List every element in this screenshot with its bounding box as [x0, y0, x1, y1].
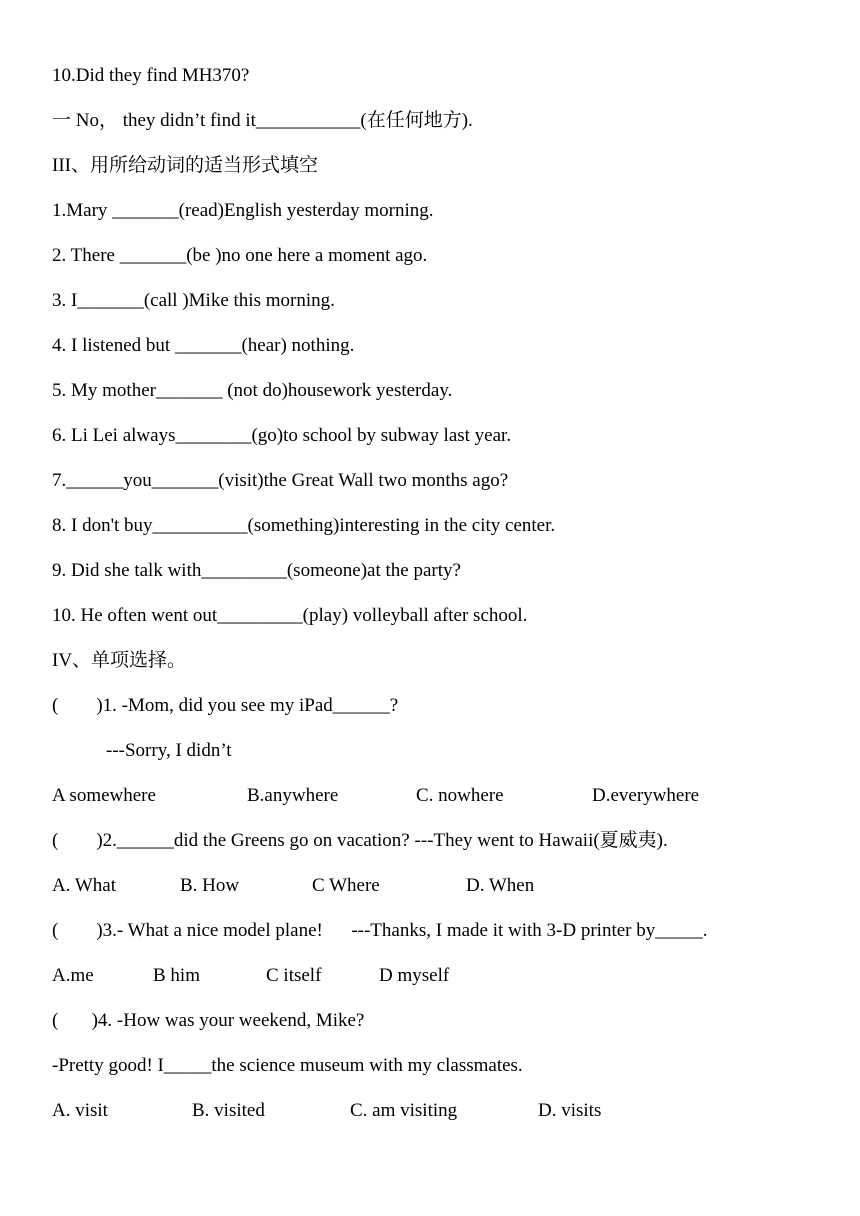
mc-2-option-b: B. How — [180, 875, 240, 896]
mc-question-1: ( )1. -Mom, did you see my iPad______? — [52, 695, 399, 716]
mc-question-4: ( )4. -How was your weekend, Mike? — [52, 1010, 365, 1031]
mc-3-option-d: D myself — [379, 965, 450, 986]
question-10-answer: 一 No， they didn’t find it___________(在任何地方). — [52, 110, 473, 131]
mc-1-option-a: A somewhere — [52, 785, 156, 806]
mc-question-3: ( )3.- What a nice model plane! ---Thanks, I made it with 3-D printer by_____. — [52, 920, 708, 941]
verb-item-4: 4. I listened but _______(hear) nothing. — [52, 335, 355, 356]
mc-3-option-b: B him — [153, 965, 200, 986]
verb-item-9: 9. Did she talk with_________(someone)at the party? — [52, 560, 461, 581]
mc-4-option-d: D. visits — [538, 1100, 602, 1121]
verb-item-8: 8. I don't buy__________(something)interesting in the city center. — [52, 515, 556, 536]
mc-3-option-a: A.me — [52, 965, 94, 986]
section-iv-heading: IV、单项选择。 — [52, 650, 187, 671]
mc-question-4-reply: -Pretty good! I_____the science museum with my classmates. — [52, 1055, 523, 1076]
mc-question-1-reply: ---Sorry, I didn’t — [106, 740, 232, 761]
verb-item-2: 2. There _______(be )no one here a moment ago. — [52, 245, 428, 266]
mc-4-option-a: A. visit — [52, 1100, 108, 1121]
mc-question-2: ( )2.______did the Greens go on vacation? ---They went to Hawaii(夏威夷). — [52, 830, 668, 851]
verb-item-10: 10. He often went out_________(play) volleyball after school. — [52, 605, 528, 626]
mc-2-option-a: A. What — [52, 875, 117, 896]
mc-1-option-b: B.anywhere — [247, 785, 339, 806]
verb-item-5: 5. My mother_______ (not do)housework yesterday. — [52, 380, 453, 401]
mc-3-option-c: C itself — [266, 965, 322, 986]
verb-item-3: 3. I_______(call )Mike this morning. — [52, 290, 335, 311]
mc-2-option-d: D. When — [466, 875, 535, 896]
mc-1-option-d: D.everywhere — [592, 785, 700, 806]
mc-4-option-b: B. visited — [192, 1100, 265, 1121]
mc-2-option-c: C Where — [312, 875, 380, 896]
verb-item-6: 6. Li Lei always________(go)to school by subway last year. — [52, 425, 512, 446]
section-iii-heading: III、用所给动词的适当形式填空 — [52, 155, 318, 176]
verb-item-7: 7.______you_______(visit)the Great Wall two months ago? — [52, 470, 509, 491]
question-10-text: 10.Did they find MH370? — [52, 65, 250, 86]
mc-1-option-c: C. nowhere — [416, 785, 504, 806]
mc-4-option-c: C. am visiting — [350, 1100, 458, 1121]
verb-item-1: 1.Mary _______(read)English yesterday morning. — [52, 200, 434, 221]
